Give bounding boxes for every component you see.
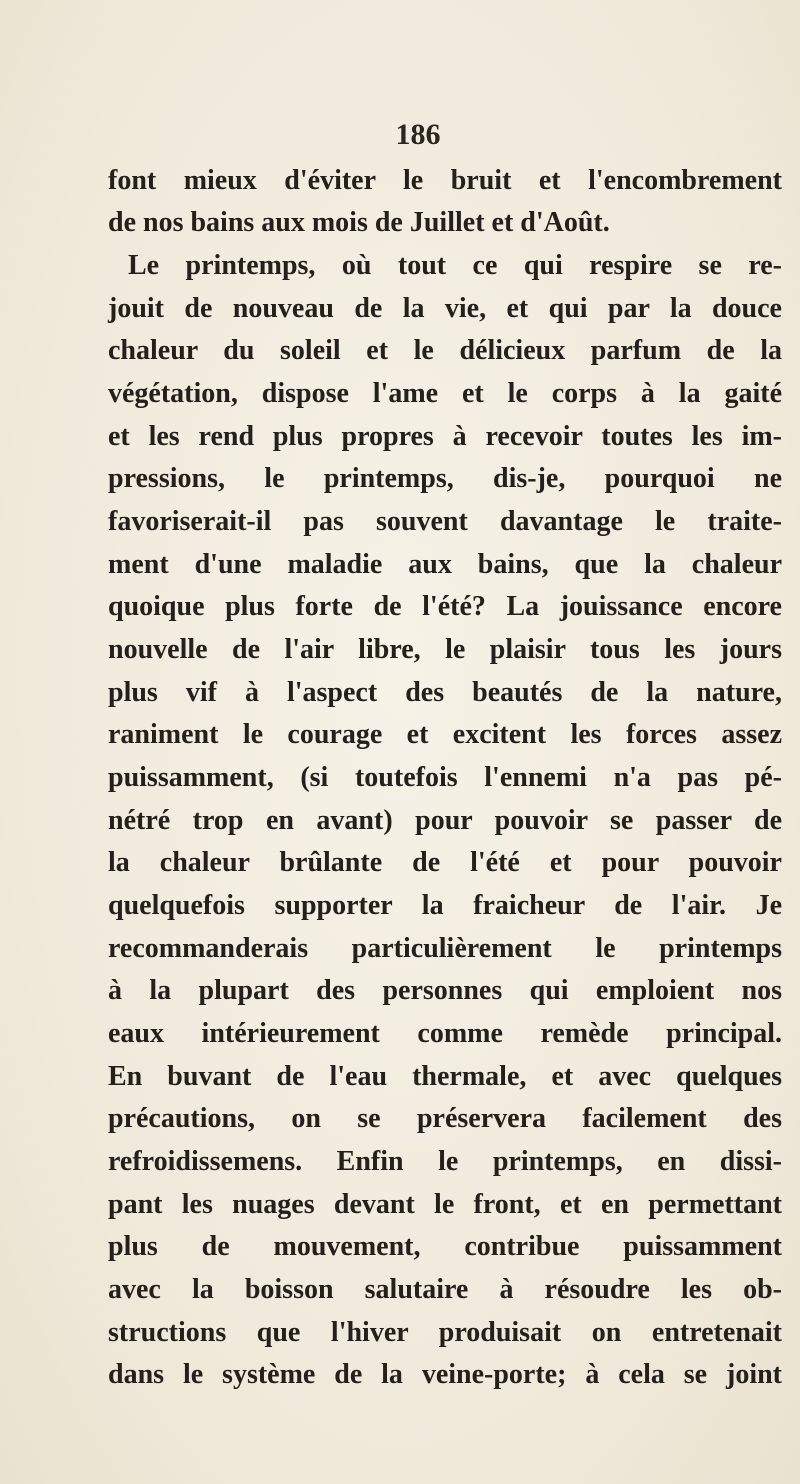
text-line: et les rend plus propres à recevoir toutes les im- [108, 421, 782, 452]
text-line: la chaleur brûlante de l'été et pour pouvoir [108, 847, 782, 878]
text-line: végétation, dispose l'ame et le corps à la gaité [108, 378, 782, 409]
text-line: précautions, on se préservera facilement des [108, 1103, 782, 1134]
text-line: puissamment, (si toutefois l'ennemi n'a pas pé- [108, 762, 782, 793]
text-line: structions que l'hiver produisait on entretenait [108, 1317, 782, 1348]
text-line: refroidissemens. Enfin le printemps, en dissi- [108, 1146, 782, 1177]
text-line: font mieux d'éviter le bruit et l'encombrement [108, 165, 782, 196]
text-line: plus vif à l'aspect des beautés de la nature, [108, 677, 782, 708]
text-line: dans le système de la veine-porte; à cela se joint [108, 1359, 782, 1390]
text-line: avec la boisson salutaire à résoudre les ob- [108, 1274, 782, 1305]
text-line: nouvelle de l'air libre, le plaisir tous les jours [108, 634, 782, 665]
page-number: 186 [395, 118, 441, 151]
text-line: à la plupart des personnes qui emploient nos [108, 975, 782, 1006]
text-line: quelquefois supporter la fraicheur de l'air. Je [108, 890, 782, 921]
text-line: recommanderais particulièrement le printemps [108, 933, 782, 964]
text-line: pressions, le printemps, dis-je, pourquoi ne [108, 463, 782, 494]
text-line: En buvant de l'eau thermale, et avec quelques [108, 1061, 782, 1092]
text-line: eaux intérieurement comme remède principal. [108, 1018, 782, 1049]
text-line: pant les nuages devant le front, et en permettant [108, 1189, 782, 1220]
text-line: raniment le courage et excitent les forces assez [108, 719, 782, 750]
text-line: plus de mouvement, contribue puissamment [108, 1231, 782, 1262]
text-line: favoriserait-il pas souvent davantage le traite- [108, 506, 782, 537]
text-line: jouit de nouveau de la vie, et qui par la douce [108, 293, 782, 324]
text-line: Le printemps, où tout ce qui respire se re- [128, 250, 782, 281]
text-line: nétré trop en avant) pour pouvoir se passer de [108, 805, 782, 836]
text-line: ment d'une maladie aux bains, que la chaleur [108, 549, 782, 580]
text-line: chaleur du soleil et le délicieux parfum de la [108, 335, 782, 366]
text-line: de nos bains aux mois de Juillet et d'Août. [108, 207, 610, 238]
text-line: quoique plus forte de l'été? La jouissance encore [108, 591, 782, 622]
